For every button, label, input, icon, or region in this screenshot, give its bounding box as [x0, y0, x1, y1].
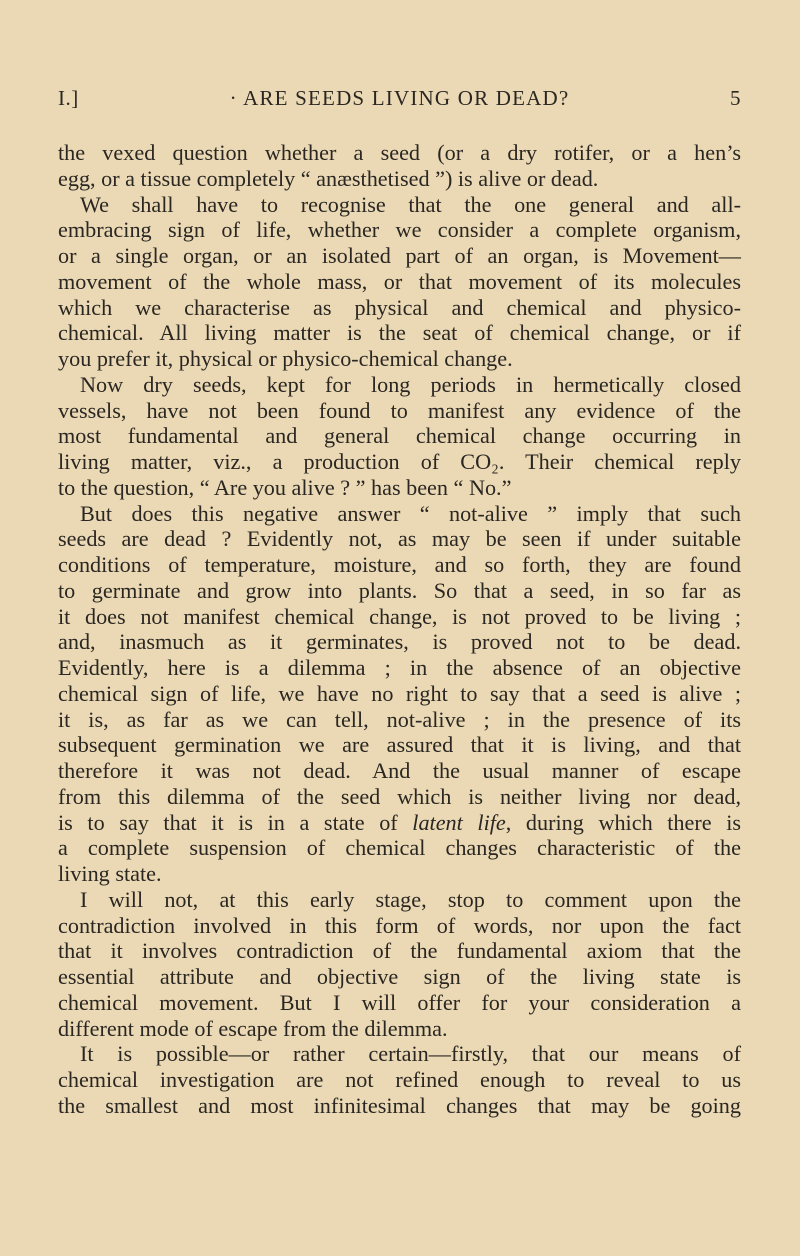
text-line	[58, 938, 741, 964]
text-span: chemical investigation are not refined enough to reveal to us	[58, 1067, 741, 1092]
text-line	[58, 887, 741, 913]
text-span: It is possible—or rather certain—firstly, that our means of	[80, 1041, 741, 1067]
text-line	[58, 372, 741, 398]
text-span: embracing sign of life, whether we consider a complete organism,	[58, 217, 741, 243]
text-line	[58, 1041, 741, 1067]
text-line	[58, 578, 741, 604]
text-line	[58, 475, 741, 501]
text-line	[58, 810, 741, 836]
text-line	[58, 990, 741, 1016]
text-line	[58, 320, 741, 346]
text-line	[58, 243, 741, 269]
text-span: is to say that it is in a state of	[58, 809, 413, 835]
text-span: conditions of temperature, moisture, and so forth, they are found	[58, 552, 741, 577]
text-span: living state.	[58, 861, 162, 886]
text-line	[58, 784, 741, 810]
chapter-number: I.]	[58, 86, 79, 110]
text-line	[58, 758, 741, 784]
text-line	[58, 552, 741, 578]
text-line	[58, 707, 741, 733]
text-line	[58, 217, 741, 243]
text-line	[58, 964, 741, 990]
text-span: different mode of escape from the dilemma.	[58, 1015, 448, 1041]
text-span: the vexed question whether a seed (or a dry rotifer, or a hen’s	[58, 140, 741, 165]
text-span: from this dilemma of the seed which is neither living nor dead,	[58, 783, 741, 809]
text-span: essential attribute and objective sign of the living state is	[58, 964, 741, 989]
text-span: vessels, have not been found to manifest any evidence of the	[58, 397, 741, 423]
text-line	[58, 913, 741, 939]
text-span: living matter, viz., a production of CO₂. Their chemical reply	[58, 449, 741, 474]
text-line	[58, 655, 741, 681]
text-line	[58, 604, 741, 630]
running-title: · ARE SEEDS LIVING OR DEAD?	[229, 86, 570, 110]
text-line	[58, 1016, 741, 1042]
body-text	[58, 140, 741, 1119]
text-span: or a single organ, or an isolated part of an organ, is Movement—	[58, 243, 741, 268]
text-line	[58, 140, 741, 166]
text-span: chemical. All living matter is the seat of chemical change, or if	[58, 320, 741, 346]
text-line	[58, 526, 741, 552]
text-span: We shall have to recognise that the one general and all-	[80, 191, 741, 217]
text-span: , during which there is	[505, 809, 742, 835]
text-line	[58, 398, 741, 424]
text-span: which we characterise as physical and chemical and physico-	[58, 294, 741, 320]
text-line	[58, 1067, 741, 1093]
text-line	[58, 835, 741, 861]
text-span: you prefer it, physical or physico-chemical change.	[58, 346, 513, 371]
text-span: a complete suspension of chemical changes characteristic of the	[58, 835, 741, 861]
text-span: to the question, “ Are you alive ? ” has been “ No.”	[58, 474, 512, 500]
text-span: therefore it was not dead. And the usual manner of escape	[58, 758, 741, 783]
text-span: contradiction involved in this form of words, nor upon the fact	[58, 912, 741, 938]
text-line	[58, 346, 741, 372]
text-span: Evidently, here is a dilemma ; in the absence of an objective	[58, 655, 741, 680]
text-span: that it involves contradiction of the fundamental axiom that the	[58, 938, 741, 964]
text-line	[58, 295, 741, 321]
text-line	[58, 1093, 741, 1119]
text-span: Now dry seeds, kept for long periods in hermetically closed	[80, 371, 741, 397]
page-number: 5	[730, 86, 741, 110]
text-span: and, inasmuch as it germinates, is proved not to be dead.	[58, 629, 741, 655]
text-span: subsequent germination we are assured that it is living, and that	[58, 732, 741, 758]
text-line	[58, 629, 741, 655]
text-line	[58, 423, 741, 449]
text-line	[58, 269, 741, 295]
text-line	[58, 861, 741, 887]
text-span: egg, or a tissue completely “ anæsthetised ”) is alive or dead.	[58, 165, 599, 191]
text-line	[58, 501, 741, 527]
text-line	[58, 732, 741, 758]
text-span: chemical movement. But I will offer for your consideration a	[58, 989, 741, 1015]
text-span: to germinate and grow into plants. So that a seed, in so far as	[58, 577, 741, 603]
text-span: chemical sign of life, we have no right to say that a seed is alive ;	[58, 680, 741, 706]
text-span: most fundamental and general chemical change occurring in	[58, 423, 741, 449]
text-span: I will not, at this early stage, stop to comment upon the	[80, 886, 741, 912]
text-span: it is, as far as we can tell, not-alive ; in the presence of its	[58, 706, 741, 732]
text-span: seeds are dead ? Evidently not, as may be seen if under suitable	[58, 526, 741, 552]
text-span: movement of the whole mass, or that movement of its molecules	[58, 268, 741, 294]
text-span: the smallest and most infinitesimal changes that may be going	[58, 1092, 741, 1118]
text-line	[58, 681, 741, 707]
text-span: But does this negative answer “ not-alive ” imply that such	[80, 500, 741, 526]
text-line	[58, 166, 741, 192]
running-header	[58, 86, 741, 116]
text-span: it does not manifest chemical change, is not proved to be living ;	[58, 603, 741, 629]
text-line	[58, 449, 741, 475]
text-line	[58, 192, 741, 218]
italic-text: latent life	[412, 809, 506, 835]
